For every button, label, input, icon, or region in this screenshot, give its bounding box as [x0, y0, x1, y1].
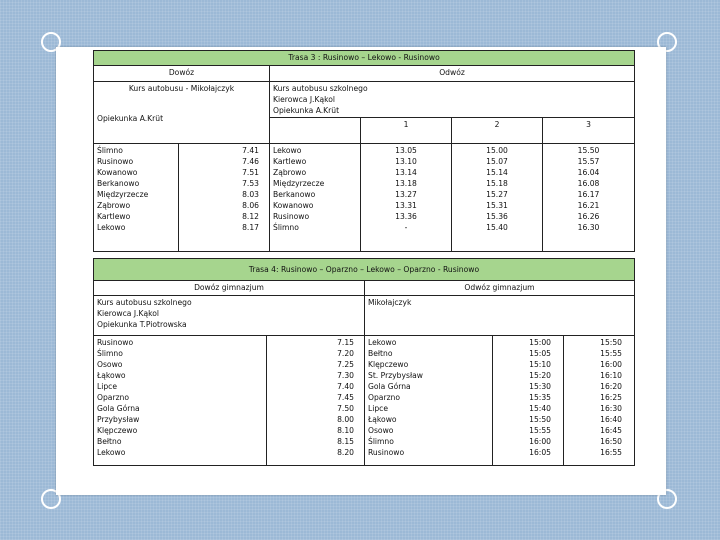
route-2-title: Trasa 4: Rusinowo – Oparzno – Lekowo – Oparzno - Rusinowo [94, 259, 635, 281]
run-time: 15:55 [600, 349, 622, 358]
stop-name: Łąkowo [97, 371, 126, 380]
stop-name: Rusinowo [368, 448, 405, 457]
run-time: 16:00 [529, 437, 551, 446]
stop-name: Oparzno [368, 393, 401, 402]
stop-name: Osowo [97, 360, 123, 369]
stop-time: 8.20 [337, 448, 354, 457]
run-time: 15:35 [529, 393, 551, 402]
route-1-dowoz-header: Dowóz [94, 66, 270, 82]
route-1-odwoz-bus: Kurs autobusu szkolnego [273, 84, 368, 93]
run-time: 15.27 [486, 190, 508, 199]
run-time: 15:30 [529, 382, 551, 391]
route-2-dowoz-info [94, 296, 365, 336]
run-time: 16:05 [529, 448, 551, 457]
run-time: 15.57 [577, 157, 600, 166]
run-time: 16.26 [577, 212, 600, 221]
run-time: 15.50 [577, 146, 600, 155]
route-1-table [93, 50, 635, 252]
stop-time: 7.46 [242, 157, 259, 166]
run-time: 16.17 [577, 190, 600, 199]
stop-name: Berkanowo [273, 190, 316, 199]
stop-name: Klępczewo [97, 426, 138, 435]
run-time: 15:50 [600, 338, 622, 347]
stop-name: St. Przybysław [368, 371, 423, 380]
run-time: 15.14 [486, 168, 508, 177]
stop-name: Ślimno [97, 146, 123, 155]
route-2-dowoz-guardian: Opiekunka T.Piotrowska [97, 320, 187, 329]
stop-name: Lekowo [368, 338, 397, 347]
route-1-run-1-times [361, 144, 452, 252]
route-1-odwoz-driver: Kierowca J.Kąkol [273, 95, 335, 104]
stop-name: Kartlewo [97, 212, 131, 221]
run-time: 13.14 [395, 168, 417, 177]
stop-time: 7.15 [337, 338, 354, 347]
route-1-run-number-2: 2 [452, 118, 543, 144]
run-time: 15:10 [529, 360, 551, 369]
run-time: 13.31 [395, 201, 417, 210]
run-time: 13.18 [395, 179, 417, 188]
run-time: 15.36 [486, 212, 508, 221]
run-time: 16:20 [600, 382, 622, 391]
stop-name: Lekowo [273, 146, 302, 155]
route-2-table [93, 258, 635, 466]
route-2-dowoz-header: Dowóz gimnazjum [94, 281, 365, 296]
run-time: 16:30 [600, 404, 622, 413]
route-1-dowoz-stops [94, 144, 179, 252]
run-time: 15:20 [529, 371, 551, 380]
route-1-odwoz-header: Odwóz [270, 66, 635, 82]
run-time: 16:50 [600, 437, 622, 446]
run-time: 15:40 [529, 404, 551, 413]
stop-name: Przybysław [97, 415, 140, 424]
route-2-odwoz-bus: Mikołajczyk [368, 298, 412, 307]
run-time: 13.27 [395, 190, 417, 199]
stop-time: 7.30 [337, 371, 354, 380]
run-time: 16:25 [600, 393, 622, 402]
route-1-run-2-times [452, 144, 543, 252]
route-1-run-number-3: 3 [543, 118, 635, 144]
stop-time: 7.25 [337, 360, 354, 369]
stop-name: Międzyrzecze [97, 190, 149, 199]
run-time: 16.04 [577, 168, 600, 177]
run-time: 15.07 [486, 157, 508, 166]
stop-name: Kowanowo [97, 168, 138, 177]
stop-time: 7.41 [242, 146, 259, 155]
run-time: 15:50 [529, 415, 551, 424]
route-1-title: Trasa 3 : Rusinowo – Lekowo - Rusinowo [94, 51, 635, 66]
run-time: 16:45 [600, 426, 622, 435]
stop-name: Lekowo [97, 448, 126, 457]
stop-name: Berkanowo [97, 179, 140, 188]
run-time: 15:55 [529, 426, 551, 435]
stop-name: Międzyrzecze [273, 179, 325, 188]
stop-name: Rusinowo [97, 157, 134, 166]
run-time: 16:55 [600, 448, 622, 457]
route-1-dowoz-info [94, 82, 270, 144]
stop-name: Kartlewo [273, 157, 307, 166]
route-1-dowoz-times [179, 144, 270, 252]
stop-name: Lipce [368, 404, 389, 413]
stop-name: Lekowo [97, 223, 126, 232]
route-2-odwoz-header: Odwóz gimnazjum [365, 281, 635, 296]
stop-name: Łąkowo [368, 415, 397, 424]
stop-name: Oparzno [97, 393, 130, 402]
stop-name: Ślimno [368, 437, 394, 446]
route-1-odwoz-stops [270, 144, 361, 252]
route-1-run-3-times [543, 144, 635, 252]
stop-name: Gola Górna [97, 404, 140, 413]
stop-name: Ząbrowo [97, 201, 131, 210]
run-time: 15.18 [486, 179, 508, 188]
run-time: 15:00 [529, 338, 551, 347]
run-time: - [404, 223, 408, 232]
route-1-dowoz-bus: Kurs autobusu - Mikołajczyk [128, 84, 235, 93]
route-1-dowoz-guardian: Opiekunka A.Krüt [97, 114, 164, 123]
stop-name: Bełtno [368, 349, 393, 358]
stop-time: 7.20 [337, 349, 354, 358]
stop-name: Rusinowo [273, 212, 310, 221]
stop-time: 8.03 [242, 190, 259, 199]
route-1-odwoz-guardian: Opiekunka A.Krüt [273, 106, 340, 115]
run-time: 16:10 [600, 371, 622, 380]
run-time: 16:40 [600, 415, 622, 424]
stop-time: 7.51 [242, 168, 259, 177]
stop-name: Klępczewo [368, 360, 409, 369]
run-time: 13.05 [395, 146, 417, 155]
run-time: 16.08 [577, 179, 600, 188]
route-1-run-number-spacer [270, 118, 361, 144]
stop-name: Bełtno [97, 437, 122, 446]
run-time: 15.31 [486, 201, 508, 210]
route-2-odwoz-info [365, 296, 635, 336]
stop-time: 7.40 [337, 382, 354, 391]
route-2-dowoz-driver: Kierowca J.Kąkol [97, 309, 159, 318]
stop-name: Osowo [368, 426, 394, 435]
stop-name: Ząbrowo [273, 168, 307, 177]
run-time: 15:05 [529, 349, 551, 358]
route-2-run-2-times [564, 336, 635, 466]
run-time: 16.21 [577, 201, 600, 210]
route-2-run-1-times [493, 336, 564, 466]
route-2-dowoz-bus: Kurs autobusu szkolnego [97, 298, 192, 307]
stop-name: Lipce [97, 382, 118, 391]
stop-name: Kowanowo [273, 201, 314, 210]
stop-time: 8.06 [242, 201, 259, 210]
run-time: 15.00 [486, 146, 508, 155]
stop-name: Ślimno [273, 223, 299, 232]
stop-name: Gola Górna [368, 382, 411, 391]
slide-page [56, 47, 666, 495]
run-time: 13.36 [395, 212, 417, 221]
stop-time: 8.00 [337, 415, 354, 424]
route-2-dowoz-stops [94, 336, 267, 466]
run-time: 16:00 [600, 360, 622, 369]
stop-time: 7.50 [337, 404, 354, 413]
run-time: 16.30 [577, 223, 600, 232]
route-2-odwoz-stops [365, 336, 493, 466]
run-time: 13.10 [395, 157, 417, 166]
route-1-run-number-1: 1 [361, 118, 452, 144]
stop-time: 8.12 [242, 212, 259, 221]
stop-time: 8.17 [242, 223, 259, 232]
stop-time: 7.53 [242, 179, 259, 188]
stop-name: Rusinowo [97, 338, 134, 347]
run-time: 15.40 [486, 223, 508, 232]
route-1-odwoz-info [270, 82, 635, 118]
stop-time: 8.10 [337, 426, 354, 435]
stop-time: 8.15 [337, 437, 354, 446]
stop-name: Ślimno [97, 349, 123, 358]
route-2-dowoz-times [267, 336, 365, 466]
stop-time: 7.45 [337, 393, 354, 402]
